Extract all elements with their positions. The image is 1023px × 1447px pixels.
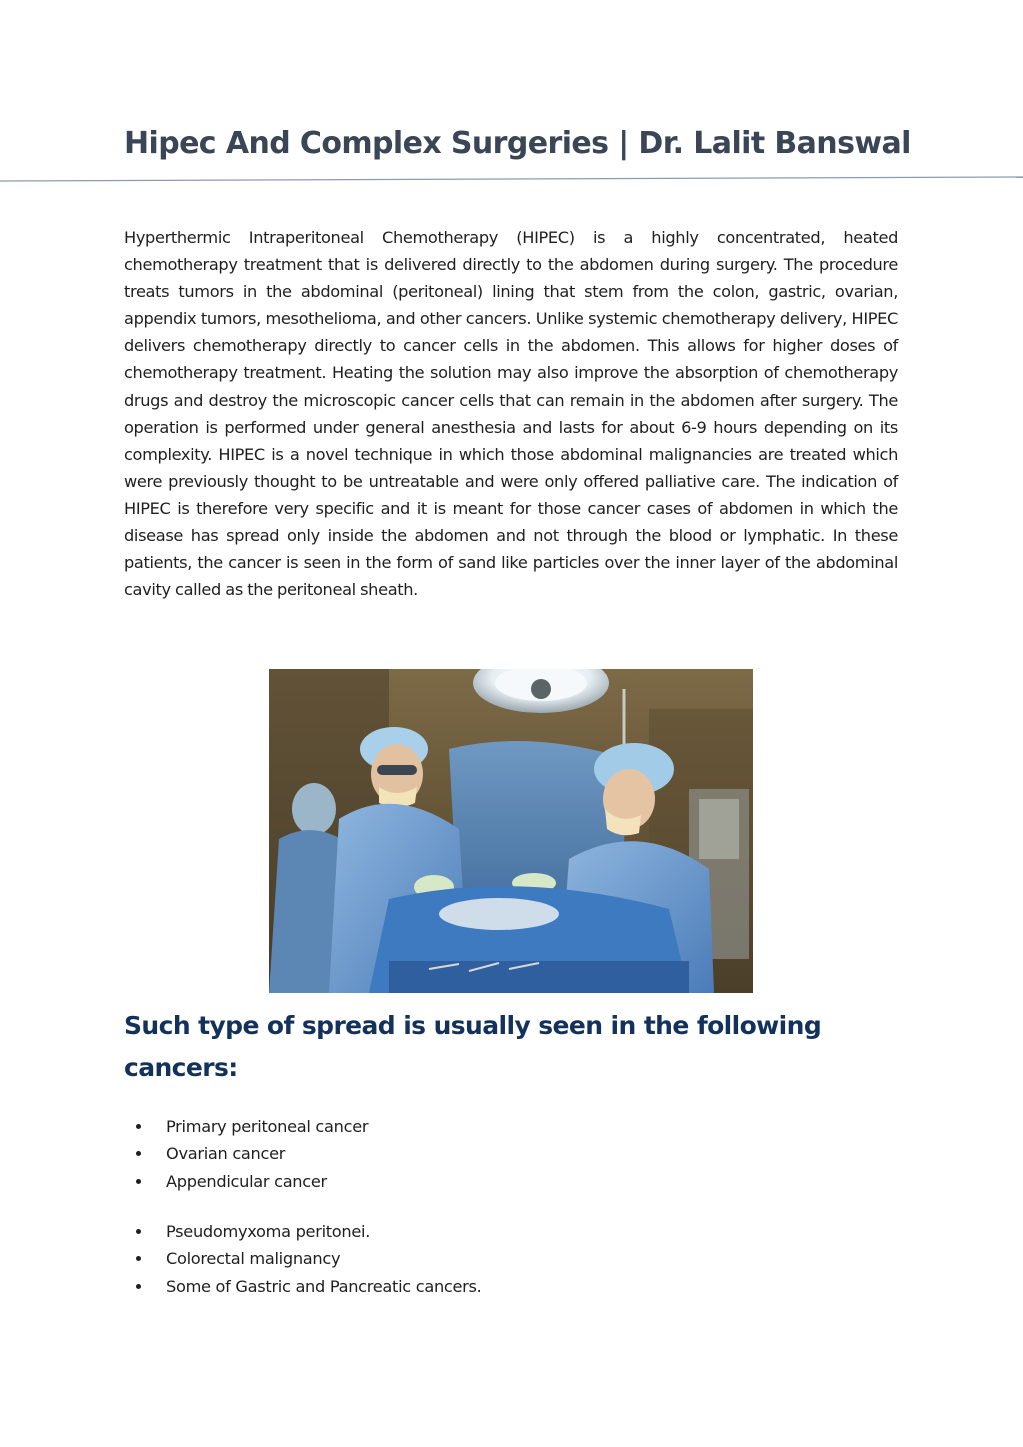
bullet-icon bbox=[136, 1256, 141, 1261]
bullet-icon bbox=[136, 1229, 141, 1234]
page-title: Hipec And Complex Surgeries | Dr. Lalit Banswal bbox=[124, 126, 911, 161]
list-item-label: Appendicular cancer bbox=[166, 1171, 327, 1191]
intro-paragraph: Hyperthermic Intraperitoneal Chemotherapy (HIPEC) is a highly concentrated, heated chemotherapy treatment that is delivered directly to the abdomen during surgery. The procedure treats tumors in the abdominal (peritoneal) lining that stem from the colon, gastric, ovarian, appendix tumors, mesothelioma, and other cancers. Unlike systemic chemotherapy delivery, HIPEC delivers chemotherapy directly to cancer cells in the abdomen. This allows for higher doses of chemotherapy treatment. Heating the solution may also improve the absorption of chemotherapy drugs and destroy the microscopic cancer cells that can remain in the abdomen after surgery. The operation is performed under general anesthesia and lasts for about 6-9 hours depending on its complexity. HIPEC is a novel technique in which those abdominal malignancies are treated which were previously thought to be untreatable and were only offered palliative care. The indication of HIPEC is therefore very specific and it is meant for those cancer cases of abdomen in which the disease has spread only inside the abdomen and not through the blood or lymphatic. In these patients, the cancer is seen in the form of sand like particles over the inner layer of the abdominal cavity called as the peritoneal sheath. bbox=[124, 228, 898, 600]
bullet-icon bbox=[136, 1151, 141, 1156]
cancer-list-group-one bbox=[124, 1113, 824, 1195]
list-item-label: Ovarian cancer bbox=[166, 1144, 286, 1164]
list-item bbox=[124, 1140, 824, 1167]
list-item-label: Colorectal malignancy bbox=[166, 1249, 341, 1269]
cancer-list-group-two bbox=[124, 1218, 824, 1300]
list-item bbox=[124, 1245, 824, 1272]
list-item-label: Pseudomyxoma peritonei. bbox=[166, 1222, 371, 1241]
bullet-icon bbox=[136, 1179, 141, 1184]
list-item bbox=[124, 1113, 824, 1140]
surgery-photo-illustration bbox=[269, 669, 753, 993]
list-item bbox=[124, 1218, 824, 1245]
list-item bbox=[124, 1273, 824, 1300]
bullet-icon bbox=[136, 1124, 141, 1129]
list-item-label: Some of Gastric and Pancreatic cancers. bbox=[166, 1276, 482, 1296]
list-item-label: Primary peritoneal cancer bbox=[166, 1117, 369, 1136]
title-divider bbox=[0, 176, 1023, 182]
surgery-photo bbox=[269, 669, 753, 993]
bullet-icon bbox=[136, 1284, 141, 1289]
section-heading: Such type of spread is usually seen in the following cancers: bbox=[124, 1011, 822, 1082]
list-item bbox=[124, 1168, 824, 1195]
